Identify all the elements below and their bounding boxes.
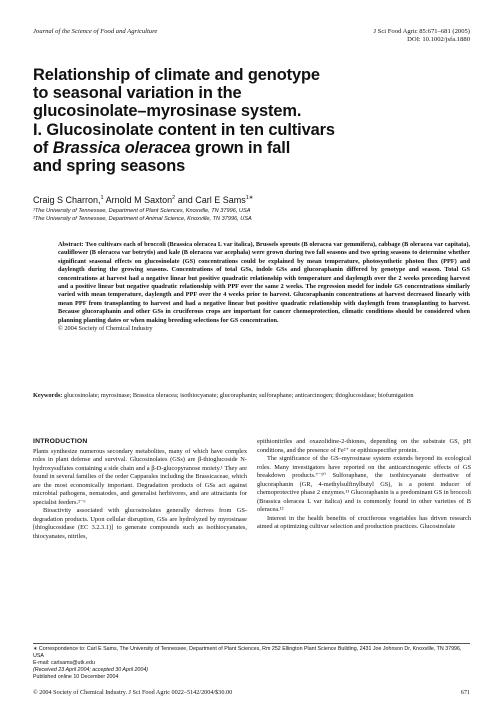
title-line-1: Relationship of climate and genotype <box>33 66 320 84</box>
abstract-label: Abstract: <box>58 241 84 248</box>
author-saxton: Arnold M Saxton <box>103 195 173 205</box>
intro-paragraph-2: Bioactivity associated with glucosinolates generally derives from GS-degradation products. Upon cellular disruption, GSs are hydrolyzed by myrosinase [thioglucosidase (EC 3.2.3.1)] to generate compounds such as isothiocyanates, thiocyanates, nitriles, <box>33 507 247 540</box>
title-line-5 <box>33 139 453 157</box>
title-line-5-pre: of <box>33 138 53 157</box>
intro-paragraph-4: Interest in the health benefits of cruciferous vegetables has driven research aimed at optimizing cultivar selection and production practices. Glucosinolate <box>257 514 471 530</box>
footnote-divider <box>33 643 470 644</box>
abstract <box>58 241 470 333</box>
title-line-4: I. Glucosinolate content in ten cultivars <box>33 120 335 139</box>
keywords-text: glucosinolate; myrosinase; Brassica oleracea; isothiocyanate; glucoraphanin; sulforaphane; anticarcinogen; thioglucosidase; biofumigation <box>62 392 414 399</box>
correspondence-email[interactable]: E-mail: carlsams@utk.edu <box>33 659 95 666</box>
journal-name: Journal of the Science of Food and Agriculture <box>33 28 158 35</box>
intro-paragraph-3: The significance of the GS–myrosinase system extends beyond its ecological roles. Many investigators have reported on the anticarcinogenic effects of GS breakdown products.⁷⁻¹⁰ Sulforaphane, the isothiocyanate derivative of glucoraphanin (GR, 4-methylsulfinylbutyl GS), is a potent inducer of chemoprotective phase 2 enzymes.¹¹ Glucoraphanin is a predominant GS in broccoli (Brassica oleracea L var italica) and is commonly found in other varieties of B oleracea.¹² <box>257 455 471 513</box>
title-line-5-post: grown in fall <box>190 138 291 157</box>
citation: J Sci Food Agric 85:671–681 (2005) <box>373 28 470 35</box>
author-charron-affil: 1 <box>100 195 104 201</box>
abstract-body <box>58 241 470 325</box>
title-line-3: glucosinolate–myrosinase system. <box>33 102 302 121</box>
abstract-text: Two cultivars each of broccoli (Brassica oleracea L var italica), Brussels sprouts (B oleracea var gemmifera), cabbage (B oleracea var capitata), cauliflower (B oleracea var botrytis) and kale (B oleracea var acephala) were grown during two fall seasons and two spring seasons to determine whether significant seasonal effects on glucosinolate (GS) concentrations could be explained by mean temperature, photosynthetic photon flux (PPF) and daylength during the growing seasons. Concentrations of total GSs, indole GSs and glucoraphanin differed by genotype and season. Total GS concentrations at harvest had a negative linear but positive quadratic relationship with temperature and daylength over the 2 weeks preceding harvest and a positive linear but negative quadratic relationship with PPF over the same 2 weeks. The regression model for indole GS concentrations similarly varied with mean temperature, daylength and PPF over the 4 weeks prior to harvest. Glucoraphanin concentrations at harvest decreased linearly with mean PPF from transplanting to harvest and had a negative linear but positive quadratic relationship with daylength from transplanting to harvest. Because glucoraphanin and other GSs in cruciferous crops are important for cancer chemoprotection, climatic conditions should be considered when planning planting dates or when making breeding selections for GS concentration. <box>58 241 471 324</box>
author-saxton-affil: 2 <box>172 195 176 201</box>
affiliations <box>33 208 252 223</box>
correspondence-note: ∗ Correspondence to: Carl E Sams, The University of Tennessee, Department of Plant Sciences, Rm 252 Ellington Plant Science Building, 2431 Joe Johnson Dr, Knoxville, TN 37996, USA <box>33 646 462 659</box>
published-online: Published online 10 December 2004 <box>33 673 119 680</box>
column-left <box>33 438 247 541</box>
section-heading-introduction: INTRODUCTION <box>33 438 88 445</box>
author-sams-affil: 1∗ <box>245 195 254 201</box>
citation-block <box>373 28 470 44</box>
author-sams: and Carl E Sams <box>175 195 246 205</box>
intro-paragraph-2-continued: epithionitriles and oxazolidine-2-thiones, depending on the substrate GS, pH conditions, and the presence of Fe²⁺ or epithiospecifier protein. <box>257 438 471 454</box>
footnotes <box>33 646 470 681</box>
footer-copyright: © 2004 Society of Chemical Industry. J Sci Food Agric 0022–5142/2004/$30.00 <box>33 689 233 696</box>
intro-paragraph-1: Plants synthesize numerous secondary metabolites, many of which have complex roles in plant defense and survival. Glucosinolates (GSs) are β-thioglucoside N-hydroxysulfates containing a side chain and a β-D-glucopyranose moiety.¹ They are found in several families of the order Capparales including the Brassicaceae, which are the most economically important. Degradation products of GSs act against microbial pathogens, nematodes, and generalist herbivores, and are attractants for specialist feeders.²⁻⁶ <box>33 447 247 506</box>
title-line-6: and spring seasons <box>33 157 186 176</box>
doi[interactable]: DOI: 10.1002/jsfa.1880 <box>407 36 470 43</box>
abstract-copyright: © 2004 Society of Chemical Industry <box>58 325 153 333</box>
affiliation-2: ²The University of Tennessee, Department of Animal Science, Knoxville, TN 37996, USA <box>33 215 252 222</box>
author-list <box>33 193 253 206</box>
title-species: Brassica oleracea <box>52 138 191 157</box>
keywords <box>33 392 470 400</box>
page-number: 671 <box>460 689 470 696</box>
received-dates: (Received 23 April 2004; accepted 30 April 2004) <box>33 666 149 673</box>
affiliation-1: ¹The University of Tennessee, Department of Plant Sciences, Knoxville, TN 37996, USA <box>33 208 251 214</box>
column-right <box>257 438 471 532</box>
title-line-2: to seasonal variation in the <box>33 84 242 103</box>
author-charron: Craig S Charron, <box>33 195 101 205</box>
article-title <box>33 66 453 175</box>
keywords-label: Keywords: <box>33 392 63 399</box>
